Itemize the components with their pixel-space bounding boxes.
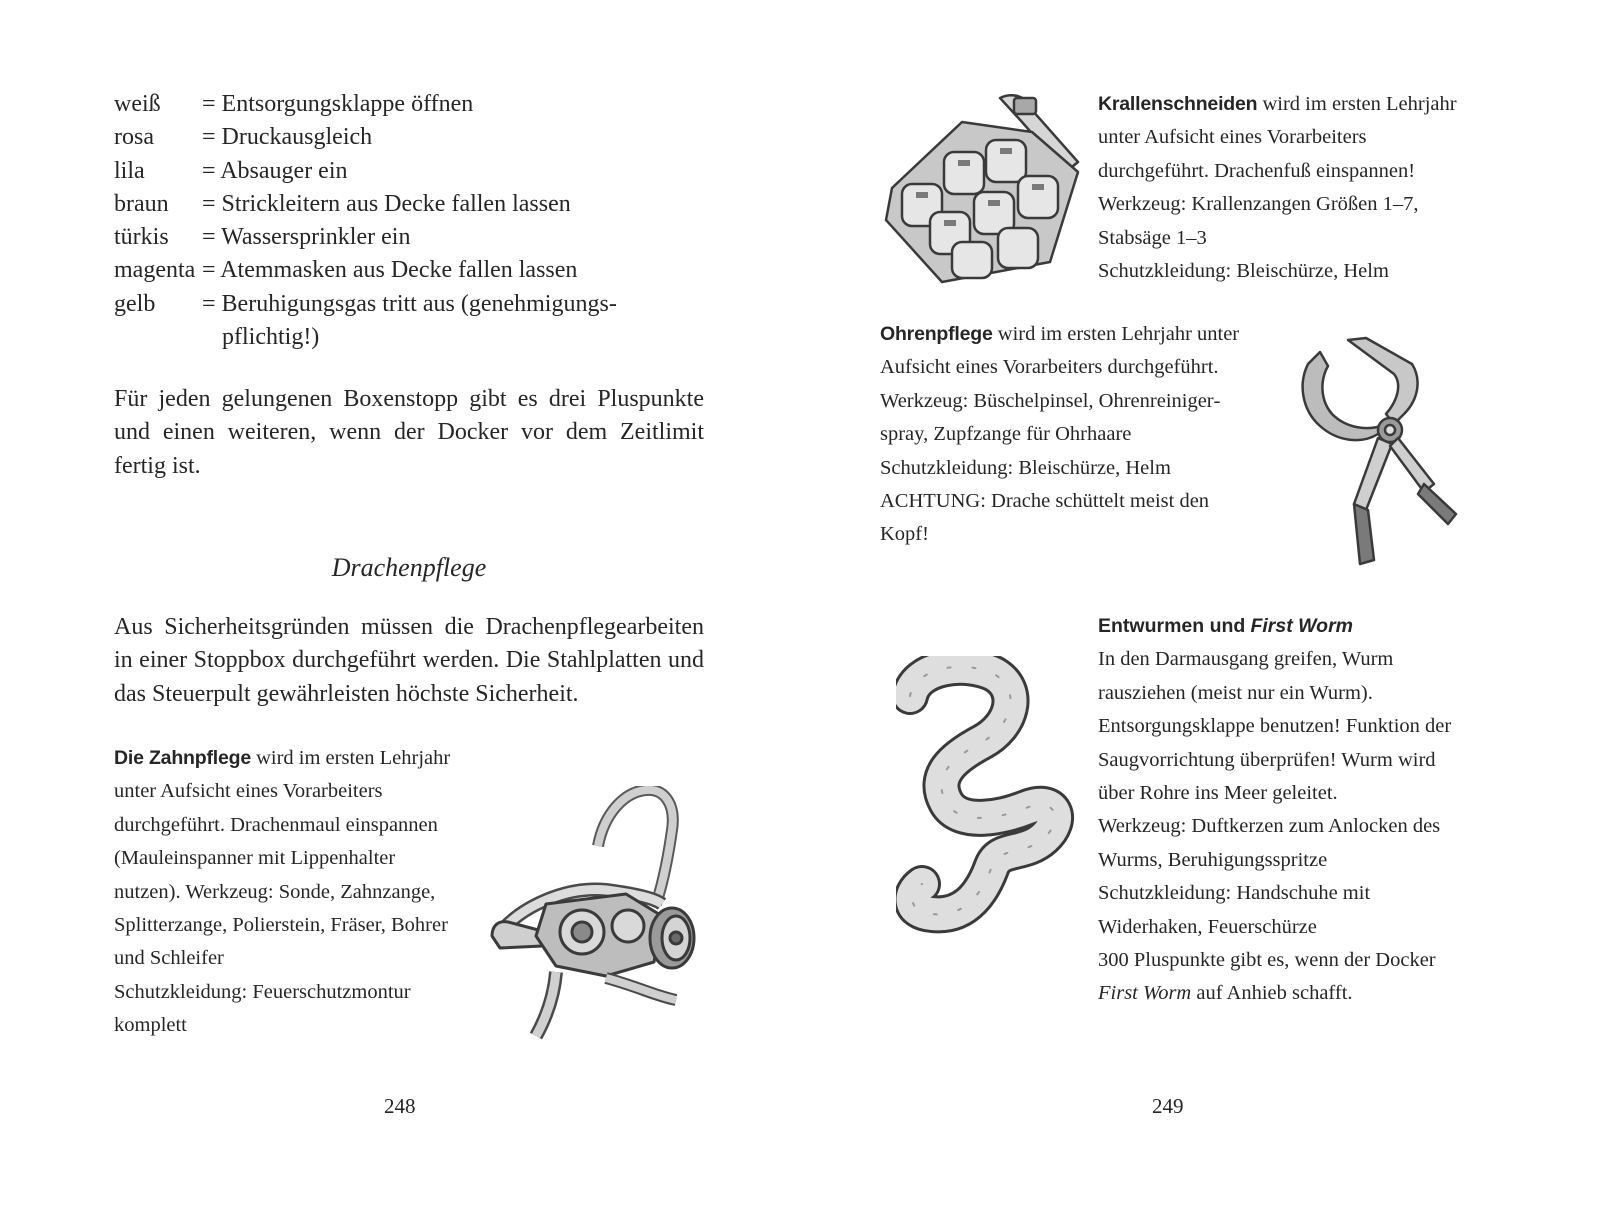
legend-row — [114, 188, 662, 221]
first-worm-term: First Worm — [1250, 615, 1354, 637]
legend-key: braun — [114, 190, 169, 217]
ohrenpflege-term: Ohrenpflege — [880, 323, 993, 345]
legend-row — [114, 155, 662, 188]
legend-value: = Strickleitern aus Decke fallen lassen — [202, 190, 571, 217]
entwurmen-block — [1098, 610, 1468, 1011]
zahnpflege-body: wird im ersten Lehrjahr unter Aufsicht eines Vorarbeiters durchgeführt. Drachenmaul einspannen (Mauleinspanner mit Lippenhalter nutzen). Werkzeug: Sonde, Zahnzange, Splitterzange, Polierstein, Fräser, Bohrer und Schleifer — [114, 747, 451, 970]
entwurmen-title — [1098, 610, 1468, 643]
legend-value: = Wassersprinkler ein — [202, 224, 411, 251]
legend-key: lila — [114, 157, 145, 184]
ohrenpflege-warning: ACHTUNG: Drache schüttelt meist den Kopf! — [880, 490, 1210, 546]
zahnpflege-protection: Schutzkleidung: Feuerschutzmontur komplett — [114, 980, 411, 1037]
legend-value: = Entsorgungsklappe öffnen — [202, 91, 474, 117]
intro-paragraph: Aus Sicherheitsgründen müssen die Drachenpflegearbeiten in einer Stoppbox durchgeführt werden. Die Stahlplatten und das Steuerpult gewährleisten höchste Sicherheit. — [114, 614, 704, 707]
entwurmen-protection: Schutzkleidung: Handschuhe mit Widerhaken, Feuerschürze — [1098, 882, 1371, 938]
legend-key: gelb — [114, 290, 156, 317]
krallenschneiden-tools: Werkzeug: Krallenzangen Größen 1–7, Stabsäge 1–3 — [1098, 193, 1419, 249]
krallenschneiden-body: wird im ersten Lehrjahr unter Aufsicht eines Vorarbeiters durchgeführt. Drachenfuß einspannen! — [1098, 93, 1457, 182]
entwurmen-term: Entwurmen und — [1098, 615, 1246, 637]
points-prefix: 300 Pluspunkte gibt es, wenn der Docker — [1098, 949, 1436, 972]
legend-value: = Druckausgleich — [202, 124, 373, 151]
page-number: 248 — [384, 1094, 416, 1118]
ohrenpflege-protection: Schutzkleidung: Bleischürze, Helm — [880, 456, 1171, 479]
color-legend — [114, 88, 662, 354]
entwurmen-text: In den Darmausgang greifen, Wurm rausziehen (meist nur ein Wurm). Entsorgungsklappe benutzen! Funktion der Saugvorrichtung überprüfen! Wurm wird über Rohre ins Meer geleitet. — [1098, 648, 1452, 805]
ohrenpflege-body: wird im ersten Lehrjahr unter Aufsicht eines Vorarbeiters durchgeführt. — [880, 323, 1240, 379]
page-right — [800, 0, 1600, 1228]
points-suffix: auf Anhieb schafft. — [1196, 982, 1353, 1005]
krallenschneiden-text — [1098, 88, 1468, 188]
entwurmen-points — [1098, 944, 1468, 1011]
worm-illustration — [896, 656, 1076, 936]
legend-row — [114, 221, 662, 254]
ohrenpflege-tools: Werkzeug: Büschelpinsel, Ohrenreinigerspray, Zupfzange für Ohrhaare — [880, 389, 1221, 446]
section-heading: Drachenpflege — [331, 553, 487, 582]
legend-row — [114, 88, 662, 121]
legend-value: = Absauger ein — [202, 157, 348, 184]
mouth-harness-illustration — [486, 786, 708, 1042]
krallenschneiden-term: Krallenschneiden — [1098, 93, 1258, 115]
krallenschneiden-protection: Schutzkleidung: Bleischürze, Helm — [1098, 260, 1389, 283]
legend-key: türkis — [114, 224, 169, 251]
legend-row — [114, 254, 662, 287]
legend-key: magenta — [114, 257, 196, 284]
legend-row — [114, 288, 662, 355]
legend-row — [114, 121, 662, 154]
boxenstopp-paragraph: Für jeden gelungenen Boxenstopp gibt es drei Pluspunkte und einen weiteren, wenn der Docker vor dem Zeitlimit fertig ist. — [114, 386, 704, 479]
claw-harness-illustration — [882, 92, 1082, 288]
legend-value: = Atemmasken aus Decke fallen lassen — [202, 257, 578, 284]
page-number: 249 — [1152, 1094, 1184, 1118]
ohrenpflege-text — [880, 318, 1250, 385]
zahnpflege-term: Die Zahnpflege — [114, 747, 251, 769]
krallenschneiden-block — [1098, 88, 1468, 288]
zahnpflege-block — [114, 742, 459, 1043]
points-first-worm: First Worm — [1098, 982, 1192, 1005]
ohrenpflege-block — [880, 318, 1250, 552]
entwurmen-tools: Werkzeug: Duftkerzen zum Anlocken des Wurms, Beruhigungsspritze — [1098, 815, 1441, 871]
legend-key: weiß — [114, 91, 161, 117]
legend-value: = Beruhigungsgas tritt aus (genehmigungspflichtig!) — [202, 290, 617, 351]
legend-key: rosa — [114, 124, 154, 151]
ear-tongs-illustration — [1294, 334, 1460, 572]
zahnpflege-text — [114, 742, 459, 976]
